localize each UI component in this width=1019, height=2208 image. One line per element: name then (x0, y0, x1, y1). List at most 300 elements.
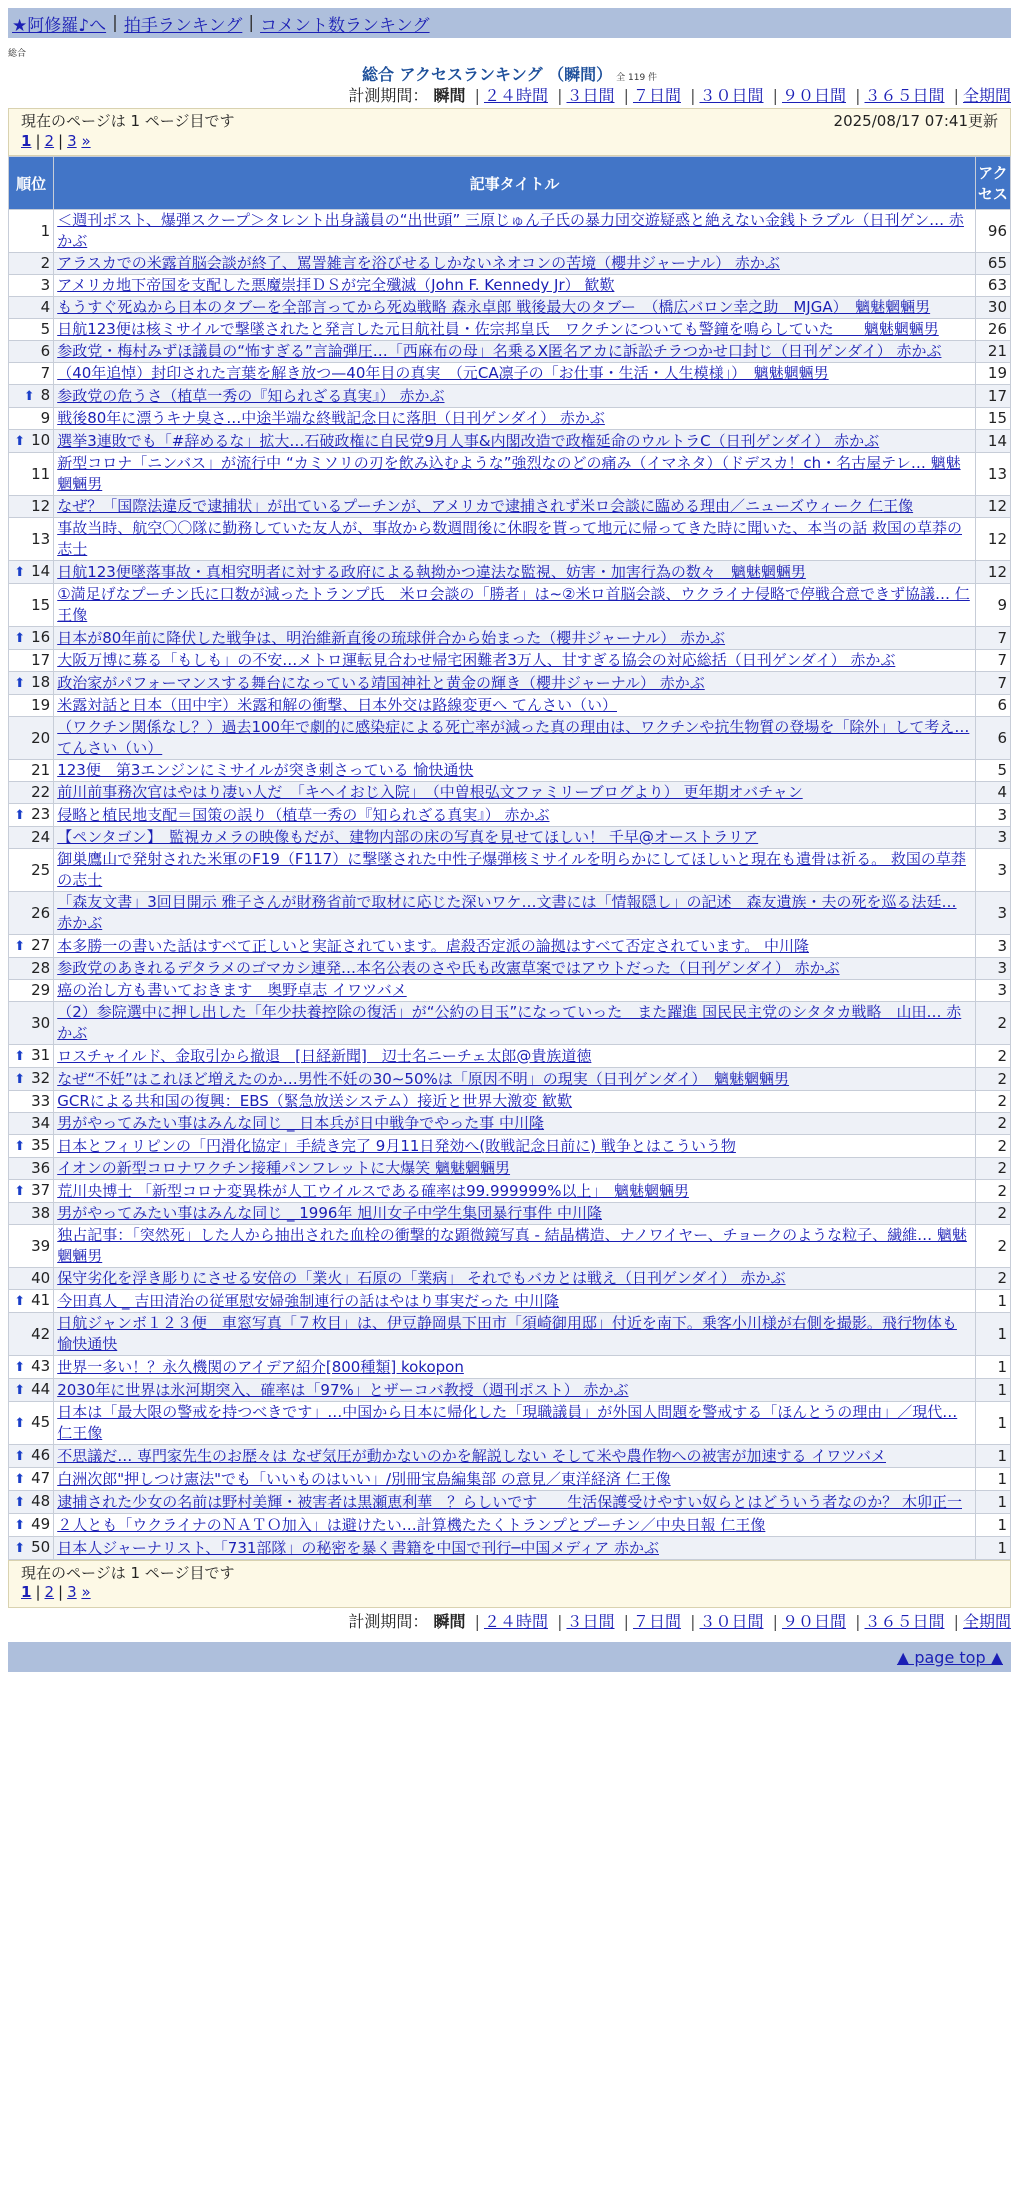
access-count: 1 (975, 1537, 1010, 1560)
table-row (9, 627, 1011, 650)
article-title-link[interactable]: 前川前事務次官はやはり凄い人だ 「キヘイおじ入院」 （中曽根弘文ファミリーブログより） 更年期オバチャン (57, 783, 803, 801)
ranking-table (8, 156, 1011, 1560)
title-cell (54, 760, 976, 782)
period-selector-bottom: 計測期間： 瞬間 | ２４時間 | ３日間 | ７日間 | ３０日間 | ９０日間 | ３６５日間 | 全期間 (348, 1612, 1011, 1631)
rank-cell (9, 1379, 54, 1402)
title-cell (54, 561, 976, 584)
title-cell (54, 1158, 976, 1180)
article-title-link[interactable]: 世界一多い！？永久機関のアイデア紹介[800種類] kokopon (57, 1357, 464, 1376)
rank-number: 47 (31, 1469, 51, 1487)
rank-number: 48 (31, 1492, 51, 1510)
rank-up-arrow-icon: ⬆ (14, 631, 26, 646)
table-row (9, 1402, 1011, 1445)
table-row (9, 453, 1011, 496)
rank-cell (9, 1268, 54, 1290)
article-title-link[interactable]: 事故当時、航空〇〇隊に勤務していた友人が、事故から数週間後に休暇を貰って地元に帰ってきた時に聞いた、本当の話 救国の草莽の志士 (57, 519, 962, 558)
article-title-link[interactable]: 独占記事：「突然死」した人から抽出された血栓の衝撃的な顕微鏡写真 - 結晶構造、ナノワイヤー、チョークのような粒子、繊維… 魑魅魍魎男 (57, 1226, 967, 1265)
rank-number: 1 (40, 221, 51, 240)
rank-number: 38 (31, 1204, 51, 1222)
rank-cell (9, 1091, 54, 1113)
article-title-link[interactable]: 参政党のあきれるデタラメのゴマカシ連発…本名公表のさや氏も改憲草案ではアウトだった（日刊ゲンダイ） 赤かぶ (57, 959, 840, 977)
rank-cell (9, 1203, 54, 1225)
title-cell (54, 1091, 976, 1113)
access-count: 65 (975, 253, 1010, 275)
article-title-link[interactable]: 侵略と植民地支配＝国策の誤り（植草一秀の『知られざる真実』） 赤かぶ (57, 805, 550, 824)
title-cell (54, 782, 976, 804)
title-cell (54, 319, 976, 341)
header-rank: 順位 (9, 157, 54, 210)
title-cell (54, 1290, 976, 1313)
article-title-link[interactable]: 大阪万博に募る「もしも」の不安…メトロ運転見合わせ帰宅困難者3万人、甘すぎる協会の対応総括（日刊ゲンダイ） 赤かぶ (57, 651, 896, 669)
header-title: 記事タイトル (54, 157, 976, 210)
article-title-link[interactable]: 2030年に世界は氷河期突入、確率は「97%」とザーコバ教授（週刊ポスト） 赤かぶ (57, 1380, 629, 1399)
rank-cell (9, 561, 54, 584)
rank-up-arrow-icon: ⬆ (14, 676, 26, 691)
table-row (9, 363, 1011, 385)
asyura-home-link[interactable]: ★阿修羅♪へ (12, 15, 107, 36)
title-cell (54, 650, 976, 672)
title-cell (54, 1402, 976, 1445)
period-label: 計測期間： (348, 1612, 429, 1631)
rank-number: 29 (31, 981, 51, 999)
rank-number: 15 (31, 595, 51, 614)
article-title-link[interactable]: ①満足げなプーチン氏に口数が減ったトランプ氏 米ロ会談の「勝者」は∼②米ロ首脳会談、ウクライナ侵略で停戦合意できず協議… 仁王像 (57, 585, 970, 624)
article-title-link[interactable]: 日本が80年前に降伏した戦争は、明治維新直後の琉球併合から始まった（櫻井ジャーナル） 赤かぶ (57, 628, 726, 647)
rank-up-arrow-icon: ⬆ (14, 808, 26, 823)
title-cell (54, 1135, 976, 1158)
article-title-link[interactable]: ＜週刊ポスト、爆弾スクープ＞タレント出身議員の“出世頭” 三原じゅん子氏の暴力団交遊疑惑と絶えない金銭トラブル（日刊ゲン… 赤かぶ (57, 211, 964, 250)
title-cell (54, 408, 976, 430)
article-title-link[interactable]: 【ペンタゴン】 監視カメラの映像もだが、建物内部の床の写真を見せてほしい！ 千早@オーストラリア (57, 828, 759, 846)
access-count: 2 (975, 1225, 1010, 1268)
rank-number: 44 (31, 1380, 51, 1398)
rank-cell (9, 453, 54, 496)
current-page-text: 現在のページは 1 ページ目です (21, 112, 235, 130)
separator: | (112, 13, 118, 33)
table-row (9, 518, 1011, 561)
rank-number: 40 (31, 1269, 51, 1287)
article-title-link[interactable]: 政治家がパフォーマンスする舞台になっている靖国神社と黄金の輝き（櫻井ジャーナル） 赤かぶ (57, 673, 705, 692)
title-cell (54, 1445, 976, 1468)
title-cell (54, 627, 976, 650)
access-count: 3 (975, 935, 1010, 958)
applause-ranking-link[interactable]: 拍手ランキング (123, 15, 243, 36)
rank-number: 36 (31, 1159, 51, 1177)
title-cell (54, 980, 976, 1002)
access-count: 3 (975, 980, 1010, 1002)
title-cell (54, 584, 976, 627)
access-count: 2 (975, 1068, 1010, 1091)
article-title-link[interactable]: 荒川央博士 「新型コロナ変異株が人工ウイルスである確率は99.999999%以上」 魑魅魍魎男 (57, 1181, 689, 1200)
table-row (9, 297, 1011, 319)
period-current: 瞬間 (433, 1612, 466, 1631)
title-cell (54, 1203, 976, 1225)
rank-number: 2 (40, 254, 51, 272)
table-row (9, 210, 1011, 253)
rank-cell (9, 319, 54, 341)
rank-cell (9, 1445, 54, 1468)
rank-number: 37 (31, 1181, 51, 1199)
access-count: 2 (975, 1135, 1010, 1158)
rank-cell (9, 210, 54, 253)
rank-number: 35 (31, 1136, 51, 1154)
rank-up-arrow-icon: ⬆ (14, 1383, 26, 1398)
rank-number: 10 (31, 431, 51, 449)
article-title-link[interactable]: 男がやってみたい事はみんな同じ _ 1996年 旭川女子中学生集団暴行事件 中川隆 (57, 1204, 602, 1222)
rank-up-arrow-icon: ⬆ (14, 1472, 26, 1487)
article-title-link[interactable]: （40年追悼）封印された言葉を解き放つ—40年目の真実 （元CA凛子の「お仕事・生活・人生模様」） 魑魅魍魎男 (57, 364, 829, 382)
article-title-link[interactable]: 日本とフィリピンの「円滑化協定」手続き完了 9月11日発効へ(敗戦記念日前に) 戦争とはこういう物 (57, 1136, 736, 1155)
access-count: 2 (975, 1002, 1010, 1045)
access-count: 3 (975, 804, 1010, 827)
rank-number: 42 (31, 1324, 51, 1343)
rank-number: 18 (31, 673, 51, 691)
rank-cell (9, 1113, 54, 1135)
article-title-link[interactable]: なぜ“不妊”はこれほど増えたのか…男性不妊の30∼50%は「原因不明」の現実（日刊ゲンダイ） 魑魅魍魎男 (57, 1069, 790, 1088)
access-count: 7 (975, 650, 1010, 672)
page-3-link[interactable]: 3 (67, 1583, 77, 1601)
period-7d-link[interactable]: ７日間 (632, 1612, 681, 1631)
access-count: 96 (975, 210, 1010, 253)
table-row (9, 892, 1011, 935)
access-count: 3 (975, 958, 1010, 980)
access-count: 3 (975, 892, 1010, 935)
title-cell (54, 958, 976, 980)
rank-number: 49 (31, 1515, 51, 1533)
article-title-link[interactable]: ロスチャイルド、金取引から撤退 [日経新聞] 辺士名ニーチェ太郎@貴族道徳 (57, 1046, 592, 1065)
article-title-link[interactable]: 逮捕された少女の名前は野村美輝・被害者は黒瀬恵利華 ？らしいです 生活保護受けやすい奴らとはどういう者なのか？ 木卯正一 (57, 1492, 962, 1511)
access-count: 7 (975, 672, 1010, 695)
title-cell (54, 496, 976, 518)
title-cell (54, 935, 976, 958)
page-1-link[interactable]: 1 (21, 1583, 32, 1601)
rank-number: 30 (31, 1013, 51, 1032)
period-30d-link[interactable]: ３０日間 (699, 1612, 764, 1631)
period-24h-link[interactable]: ２４時間 (483, 86, 548, 105)
table-row (9, 1290, 1011, 1313)
rank-cell (9, 672, 54, 695)
rank-cell (9, 584, 54, 627)
article-title-link[interactable]: （2）参院選中に押し出した「年少扶養控除の復活」が“公約の目玉”になっていった また躍進 国民民主党のシタタカ戦略 山田… 赤かぶ (57, 1003, 962, 1042)
rank-up-arrow-icon: ⬆ (14, 1184, 26, 1199)
rank-cell (9, 1135, 54, 1158)
page-top-link[interactable]: ▲ page top ▲ (896, 1647, 1003, 1667)
table-row (9, 1468, 1011, 1491)
article-title-link[interactable]: 男がやってみたい事はみんな同じ _ 日本兵が日中戦争でやった事 中川隆 (57, 1114, 545, 1132)
table-row (9, 1158, 1011, 1180)
access-count: 1 (975, 1379, 1010, 1402)
access-count: 7 (975, 627, 1010, 650)
table-row (9, 1225, 1011, 1268)
bottom-bar (8, 1642, 1011, 1672)
title-cell (54, 1313, 976, 1356)
rank-cell (9, 717, 54, 760)
period-365d-link[interactable]: ３６５日間 (864, 86, 945, 105)
page-2-link[interactable]: 2 (44, 1583, 55, 1601)
table-row (9, 1180, 1011, 1203)
rank-cell (9, 980, 54, 1002)
table-row (9, 958, 1011, 980)
article-title-link[interactable]: （ワクチン関係なし？）過去100年で劇的に感染症による死亡率が減った真の理由は、ワクチンや抗生物質の登場を「除外」して考え… てんさい（い） (57, 718, 970, 757)
next-page-link[interactable]: » (81, 1583, 91, 1601)
article-title-link[interactable]: イオンの新型コロナワクチン接種パンフレットに大爆笑 魑魅魍魎男 (57, 1159, 511, 1177)
period-all-link[interactable]: 全期間 (962, 86, 1011, 105)
table-row (9, 650, 1011, 672)
rank-number: 7 (40, 364, 51, 382)
rank-number: 6 (40, 342, 51, 360)
title-cell (54, 892, 976, 935)
rank-cell (9, 363, 54, 385)
access-count: 21 (975, 341, 1010, 363)
article-title-link[interactable]: 戦後80年に漂うキナ臭さ…中途半端な終戦記念日に落胆（日刊ゲンダイ） 赤かぶ (57, 409, 605, 427)
top-nav-bar (8, 8, 1011, 38)
article-title-link[interactable]: 御巣鷹山で発射された米軍のF19（F117）に撃墜された中性子爆弾核ミサイルを明らかにしてほしいと現在も遺骨は祈る。 救国の草莽の志士 (57, 850, 966, 889)
article-title-link[interactable]: 保守劣化を浮き彫りにさせる安倍の「業火」石原の「業病」 それでもバカとは戦え（日刊ゲンダイ） 赤かぶ (57, 1269, 786, 1287)
period-3d-link[interactable]: ３日間 (566, 86, 615, 105)
rank-cell (9, 1468, 54, 1491)
rank-number: 22 (31, 783, 51, 801)
period-all-link[interactable]: 全期間 (962, 1612, 1011, 1631)
access-count: 2 (975, 1158, 1010, 1180)
rank-cell (9, 760, 54, 782)
rank-cell (9, 341, 54, 363)
article-title-link[interactable]: 日本人ジャーナリスト、「731部隊」の秘密を暴く書籍を中国で刊行─中国メディア 赤かぶ (57, 1538, 660, 1557)
access-count: 9 (975, 584, 1010, 627)
rank-up-arrow-icon: ⬆ (14, 1449, 26, 1464)
access-count: 3 (975, 849, 1010, 892)
period-selector-top: 計測期間： 瞬間 | ２４時間 | ３日間 | ７日間 | ３０日間 | ９０日間 | ３６５日間 | 全期間 (348, 86, 1011, 105)
article-title-link[interactable]: アメリカ地下帝国を支配した悪魔崇拝ＤＳが完全殲滅（John F. Kennedy Jr） 歓歎 (57, 276, 615, 294)
table-row (9, 1091, 1011, 1113)
article-title-link[interactable]: GCRによる共和国の復興：EBS（緊急放送システム）接近と世界大激変 歓歎 (57, 1092, 573, 1110)
rank-number: 21 (31, 761, 51, 779)
access-count: 63 (975, 275, 1010, 297)
rank-number: 31 (31, 1046, 51, 1064)
title-cell (54, 453, 976, 496)
title-cell (54, 1468, 976, 1491)
rank-up-arrow-icon: ⬆ (14, 1049, 26, 1064)
rank-number: 39 (31, 1236, 51, 1255)
table-row (9, 935, 1011, 958)
period-90d-link[interactable]: ９０日間 (781, 1612, 846, 1631)
rank-number: 32 (31, 1069, 51, 1087)
updated-time: 2025/08/17 07:41更新 (833, 112, 998, 130)
title-cell (54, 518, 976, 561)
access-count: 15 (975, 408, 1010, 430)
rank-number: 45 (31, 1413, 51, 1431)
rank-cell (9, 1225, 54, 1268)
page-title-row (0, 62, 1019, 84)
comment-ranking-link[interactable]: コメント数ランキング (260, 15, 430, 36)
table-row (9, 408, 1011, 430)
access-count: 19 (975, 363, 1010, 385)
article-title-link[interactable]: 癌の治し方も書いておきます 奥野卓志 イワツバメ (57, 981, 407, 999)
rank-number: 19 (31, 696, 51, 714)
access-count: 1 (975, 1514, 1010, 1537)
rank-number: 26 (31, 903, 51, 922)
access-count: 14 (975, 430, 1010, 453)
header-access: アクセス (975, 157, 1010, 210)
period-365d-link[interactable]: ３６５日間 (864, 1612, 945, 1631)
rank-cell (9, 518, 54, 561)
rank-cell (9, 1180, 54, 1203)
period-90d-link[interactable]: ９０日間 (781, 86, 846, 105)
page-2-link[interactable]: 2 (44, 132, 55, 150)
article-title-link[interactable]: 日航123便は核ミサイルで撃墜されたと発言した元日航社員・佐宗邦皇氏 ワクチンについても警鐘を鳴らしていた 魑魅魍魎男 (57, 320, 939, 338)
title-cell (54, 717, 976, 760)
rank-cell (9, 496, 54, 518)
access-count: 2 (975, 1113, 1010, 1135)
article-title-link[interactable]: 「森友文書」3回目開示 雅子さんが財務省前で取材に応じた深いワケ…文書には「情報隠し」の記述 森友遺族・夫の死を巡る法廷… 赤かぶ (57, 893, 957, 932)
title-cell (54, 1180, 976, 1203)
title-cell (54, 1068, 976, 1091)
rank-number: 13 (31, 529, 51, 548)
rank-cell (9, 297, 54, 319)
table-row (9, 1113, 1011, 1135)
access-count: 2 (975, 1268, 1010, 1290)
category-label: 総合 (8, 49, 27, 59)
rank-number: 11 (31, 464, 51, 483)
article-title-link[interactable]: 日航ジャンボ１２３便 車窓写真「７枚目」は、伊豆静岡県下田市「須崎御用邸」付近を南下。乗客小川様が右側を撮影。飛行物体も 愉快通快 (57, 1314, 957, 1353)
article-title-link[interactable]: なぜ？「国際法違反で逮捕状」が出ているプーチンが、アメリカで逮捕されず米ロ会談に臨める理由／ニューズウィーク 仁王像 (57, 497, 914, 515)
page-3-link[interactable]: 3 (67, 132, 77, 150)
access-count: 3 (975, 827, 1010, 849)
table-row (9, 1356, 1011, 1379)
access-count: 1 (975, 1402, 1010, 1445)
rank-number: 14 (31, 562, 51, 580)
table-row (9, 782, 1011, 804)
article-title-link[interactable]: 参政党・梅村みずほ議員の“怖すぎる”言論弾圧…「西麻布の母」名乗るX匿名アカに訴訟チラつかせ口封じ（日刊ゲンダイ） 赤かぶ (57, 342, 942, 360)
rank-up-arrow-icon: ⬆ (14, 1495, 26, 1510)
access-count: 1 (975, 1313, 1010, 1356)
period-3d-link[interactable]: ３日間 (566, 1612, 615, 1631)
access-count: 2 (975, 1203, 1010, 1225)
table-row (9, 319, 1011, 341)
rank-number: 25 (31, 860, 51, 879)
rank-cell (9, 695, 54, 717)
article-title-link[interactable]: 選挙3連敗でも「#辞めるな」拡大…石破政権に自民党9月人事&内閣改造で政権延命のウルトラC（日刊ゲンダイ） 赤かぶ (57, 431, 880, 450)
rank-number: 43 (31, 1357, 51, 1375)
article-title-link[interactable]: 米露対話と日本（田中宇）米露和解の衝撃、日本外交は路線変更へ てんさい（い） (57, 696, 617, 714)
separator: | (248, 13, 255, 33)
table-row (9, 275, 1011, 297)
article-title-link[interactable]: 日航123便墜落事故・真相究明者に対する政府による執拗かつ違法な監視、妨害・加害行為の数々 魑魅魍魎男 (57, 562, 806, 581)
article-title-link[interactable]: ２人とも「ウクライナのＮＡＴＯ加入」は避けたい…計算機たたくトランプとプーチン／中央日報 仁王像 (57, 1515, 766, 1534)
title-cell (54, 1113, 976, 1135)
next-page-link[interactable]: » (81, 132, 91, 150)
title-cell (54, 827, 976, 849)
access-count: 12 (975, 496, 1010, 518)
total-count: 全 119 件 (616, 73, 658, 83)
current-page-text-bottom: 現在のページは 1 ページ目です (21, 1564, 235, 1582)
rank-cell (9, 275, 54, 297)
rank-number: 24 (31, 828, 51, 846)
rank-cell (9, 1514, 54, 1537)
period-30d-link[interactable]: ３０日間 (699, 86, 764, 105)
table-row (9, 584, 1011, 627)
title-cell (54, 1225, 976, 1268)
title-cell (54, 341, 976, 363)
rank-number: 17 (31, 651, 51, 669)
article-title-link[interactable]: 日本は「最大限の警戒を持つべきです」…中国から日本に帰化した「現職議員」が外国人問題を警戒する「ほんとうの理由」／現代… 仁王像 (57, 1403, 958, 1442)
table-row (9, 827, 1011, 849)
article-title-link[interactable]: 白洲次郎"押しつけ憲法"でも「いいものはいい」/別冊宝島編集部 の意見／東洋経済 仁王像 (57, 1469, 671, 1488)
period-24h-link[interactable]: ２４時間 (483, 1612, 548, 1631)
article-title-link[interactable]: もうすぐ死ぬから日本のタブーを全部言ってから死ぬ戦略 森永卓郎 戦後最大のタブー （橋広バロン幸之助 MJGA） 魑魅魍魎男 (57, 298, 931, 316)
rank-cell (9, 1537, 54, 1560)
rank-cell (9, 430, 54, 453)
page-1-link[interactable]: 1 (21, 132, 32, 150)
title-cell (54, 253, 976, 275)
period-7d-link[interactable]: ７日間 (632, 86, 681, 105)
title-cell (54, 1379, 976, 1402)
access-count: 1 (975, 1491, 1010, 1514)
rank-cell (9, 408, 54, 430)
rank-number: 9 (40, 409, 51, 427)
table-row (9, 1514, 1011, 1537)
table-row (9, 717, 1011, 760)
article-title-link[interactable]: 今田真人 _ 吉田清治の従軍慰安婦強制連行の話はやはり事実だった 中川隆 (57, 1291, 560, 1310)
table-row (9, 804, 1011, 827)
rank-cell (9, 650, 54, 672)
table-row (9, 849, 1011, 892)
table-row (9, 695, 1011, 717)
rank-up-arrow-icon: ⬆ (14, 1072, 26, 1087)
rank-cell (9, 935, 54, 958)
access-count: 2 (975, 1091, 1010, 1113)
rank-cell (9, 1402, 54, 1445)
rank-cell (9, 627, 54, 650)
table-row (9, 1268, 1011, 1290)
access-count: 5 (975, 760, 1010, 782)
table-row (9, 253, 1011, 275)
access-count: 13 (975, 453, 1010, 496)
article-title-link[interactable]: アラスカでの米露首脳会談が終了、罵詈雑言を浴びせるしかないネオコンの苦境（櫻井ジャーナル） 赤かぶ (57, 254, 780, 272)
rank-number: 28 (31, 959, 51, 977)
rank-up-arrow-icon: ⬆ (14, 1541, 26, 1556)
title-cell (54, 1537, 976, 1560)
table-row (9, 1445, 1011, 1468)
period-label: 計測期間： (348, 86, 429, 105)
article-title-link[interactable]: 参政党の危うさ（植草一秀の『知られざる真実』） 赤かぶ (57, 386, 445, 405)
title-cell (54, 695, 976, 717)
title-cell (54, 1491, 976, 1514)
rank-up-arrow-icon: ⬆ (14, 1416, 26, 1431)
title-cell (54, 1045, 976, 1068)
rank-cell (9, 385, 54, 408)
rank-up-arrow-icon: ⬆ (14, 939, 26, 954)
rank-cell (9, 827, 54, 849)
pagination-bottom: 1 | 2 | 3 » (21, 1583, 91, 1601)
page-title: 総合 アクセスランキング （瞬間） (361, 65, 613, 84)
title-cell (54, 1356, 976, 1379)
rank-number: 23 (31, 805, 51, 823)
title-cell (54, 210, 976, 253)
table-row (9, 760, 1011, 782)
article-title-link[interactable]: 不思議だ… 専門家先生のお歴々は なぜ気圧が動かないのかを解説しない そして米や農作物への被害が加速する イワツバメ (57, 1446, 886, 1465)
table-row (9, 341, 1011, 363)
article-title-link[interactable]: 123便 第3エンジンにミサイルが突き刺さっている 愉快通快 (57, 761, 474, 779)
table-row (9, 1491, 1011, 1514)
article-title-link[interactable]: 本多勝一の書いた話はすべて正しいと実証されています。虐殺否定派の論拠はすべて否定されています。 中川隆 (57, 936, 809, 955)
rank-cell (9, 1002, 54, 1045)
rank-up-arrow-icon: ⬆ (23, 389, 35, 404)
access-count: 26 (975, 319, 1010, 341)
article-title-link[interactable]: 新型コロナ「ニンバス」が流行中 “カミソリの刃を飲み込むような”強烈なのどの痛み（イマネタ）（ドデスカ！ch・名古屋テレ… 魑魅魍魎男 (57, 454, 961, 493)
rank-number: 16 (31, 628, 51, 646)
rank-cell (9, 1068, 54, 1091)
rank-cell (9, 849, 54, 892)
